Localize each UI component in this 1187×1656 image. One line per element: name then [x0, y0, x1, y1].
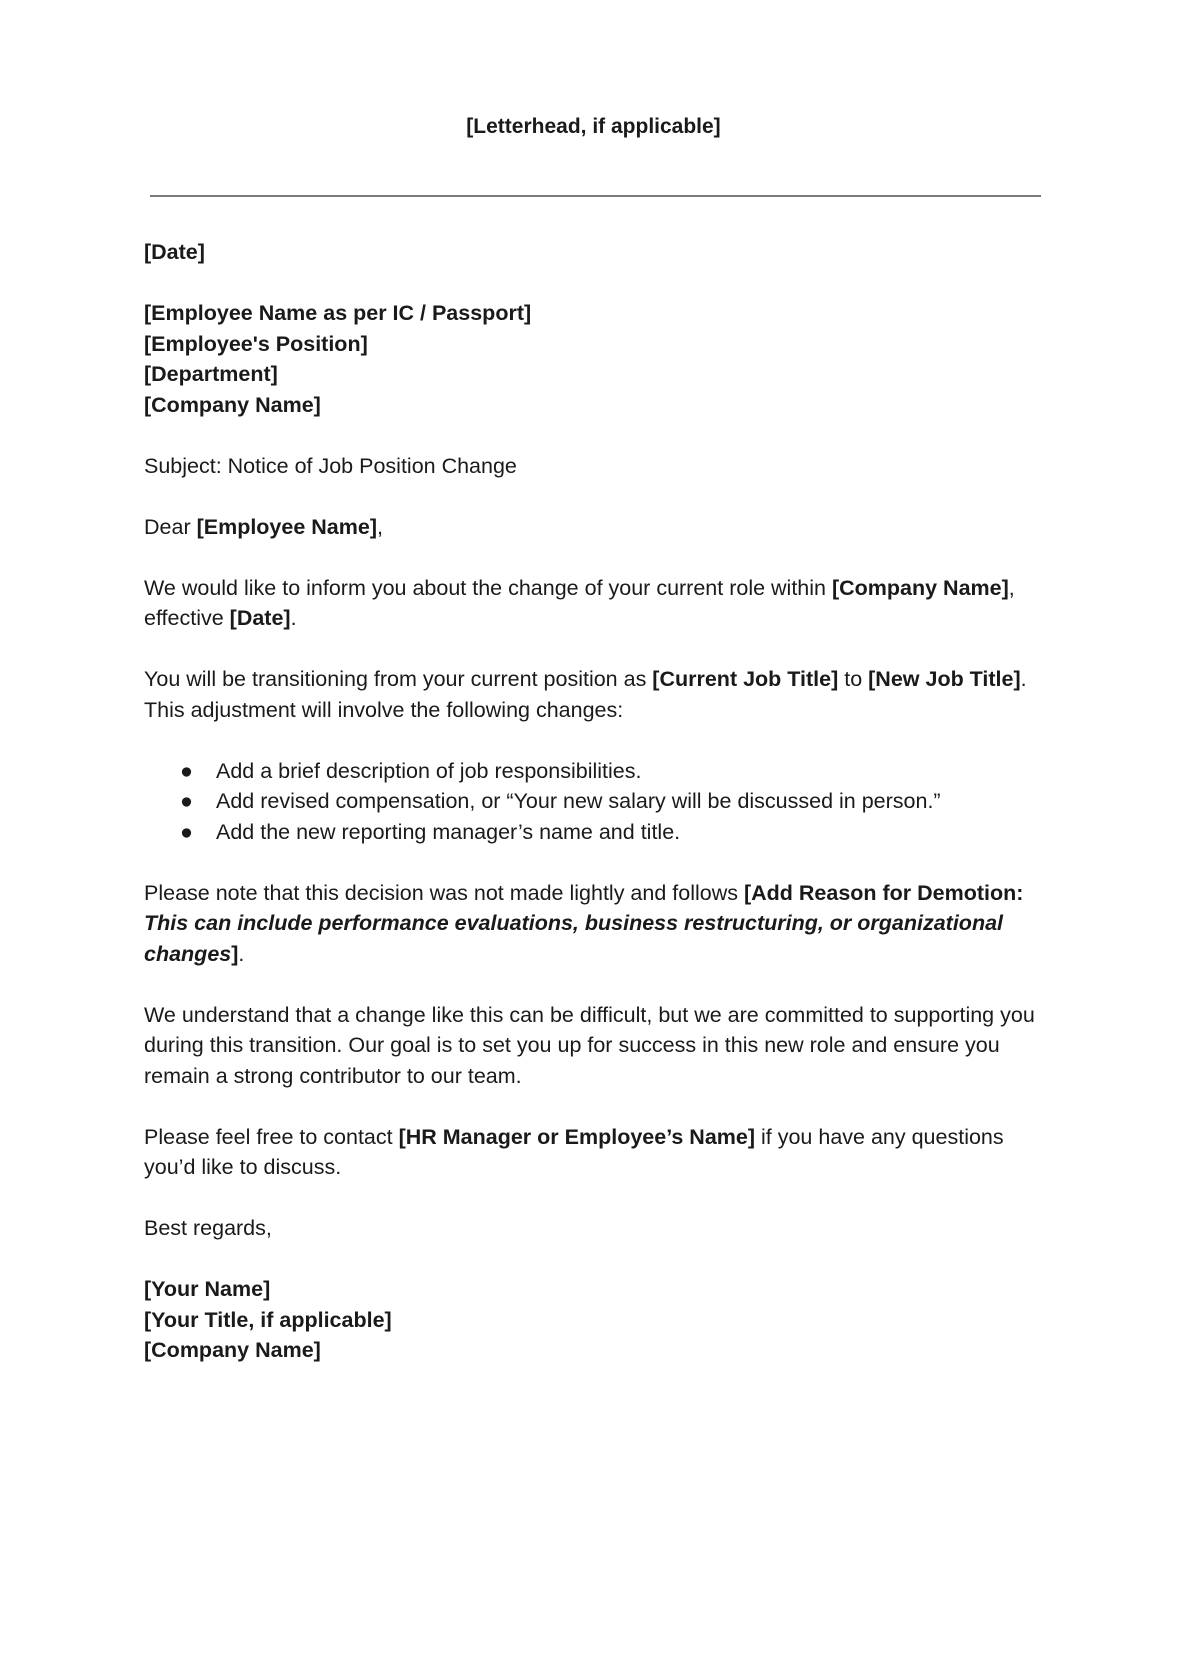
- changes-list: [144, 756, 1044, 848]
- letter-date: [144, 237, 1044, 268]
- paragraph-reason: [144, 878, 1044, 970]
- greeting: [144, 512, 1044, 543]
- bullet-icon: ●: [180, 819, 193, 844]
- para3-text: .: [238, 941, 245, 966]
- header-divider: [150, 195, 1041, 197]
- recipient-block: [144, 298, 1044, 420]
- bullet-icon: ●: [180, 758, 193, 783]
- greeting-prefix: Dear: [144, 514, 197, 539]
- date-placeholder: [Date]: [144, 240, 205, 264]
- list-item-text: Add a brief description of job responsibilities.: [216, 758, 642, 783]
- list-item: [144, 817, 1044, 848]
- para2-text: You will be transitioning from your current position as: [144, 667, 653, 691]
- para1-text: , effective: [144, 575, 1015, 630]
- reason-label: [Add Reason for Demotion:: [743, 880, 1024, 905]
- letter-body: [144, 237, 1044, 1396]
- reason-example: This can include performance evaluations, business restructuring, or organizational changes: [144, 911, 1004, 966]
- paragraph-transition: [144, 664, 1044, 725]
- subject-line: Subject: Notice of Job Position Change: [144, 453, 517, 478]
- paragraph-support: We understand that a change like this can be difficult, but we are committed to supporting you during this transition. Our goal is to set you up for success in this new role and ensure you remain a strong contributor to our team.: [144, 1002, 1035, 1088]
- letterhead: [Letterhead, if applicable]: [466, 115, 721, 138]
- para1-company: [Company Name]: [831, 575, 1009, 600]
- paragraph-contact: [144, 1122, 1044, 1183]
- paragraph-role-change: [144, 573, 1044, 634]
- signature-block: [144, 1274, 1044, 1366]
- greeting-suffix: ,: [377, 514, 383, 539]
- recipient-position: [Employee's Position]: [144, 331, 368, 356]
- recipient-company: [Company Name]: [144, 392, 321, 417]
- para2-text: . This adjustment will involve the following changes:: [144, 667, 1027, 722]
- closing: Best regards,: [144, 1216, 272, 1240]
- signature-company: [Company Name]: [144, 1338, 321, 1362]
- recipient-department: [Department]: [144, 362, 278, 386]
- signature-name: [Your Name]: [144, 1277, 271, 1301]
- list-item: [144, 756, 1044, 787]
- bullet-icon: ●: [180, 789, 193, 813]
- current-job-title: [Current Job Title]: [652, 667, 839, 691]
- signature-title: [Your Title, if applicable]: [144, 1307, 392, 1332]
- para3-text: Please note that this decision was not made lightly and follows: [144, 880, 744, 905]
- new-job-title: [New Job Title]: [868, 667, 1021, 691]
- para5-text: Please feel free to contact: [144, 1124, 399, 1149]
- list-item-text: Add the new reporting manager’s name and title.: [216, 819, 681, 844]
- list-item: [144, 786, 1044, 817]
- greeting-name: [Employee Name]: [196, 514, 377, 539]
- contact-name: [HR Manager or Employee’s Name]: [398, 1124, 756, 1149]
- list-item-text: Add revised compensation, or “Your new salary will be discussed in person.”: [216, 789, 941, 813]
- para1-date: [Date]: [229, 606, 291, 630]
- para1-text: .: [290, 606, 297, 630]
- reason-close: ]: [231, 941, 239, 966]
- para2-text: to: [838, 667, 869, 691]
- para5-text: if you have any questions you’d like to discuss.: [144, 1124, 1004, 1179]
- para1-text: We would like to inform you about the change of your current role within: [144, 575, 832, 600]
- recipient-name: [Employee Name as per IC / Passport]: [144, 301, 532, 325]
